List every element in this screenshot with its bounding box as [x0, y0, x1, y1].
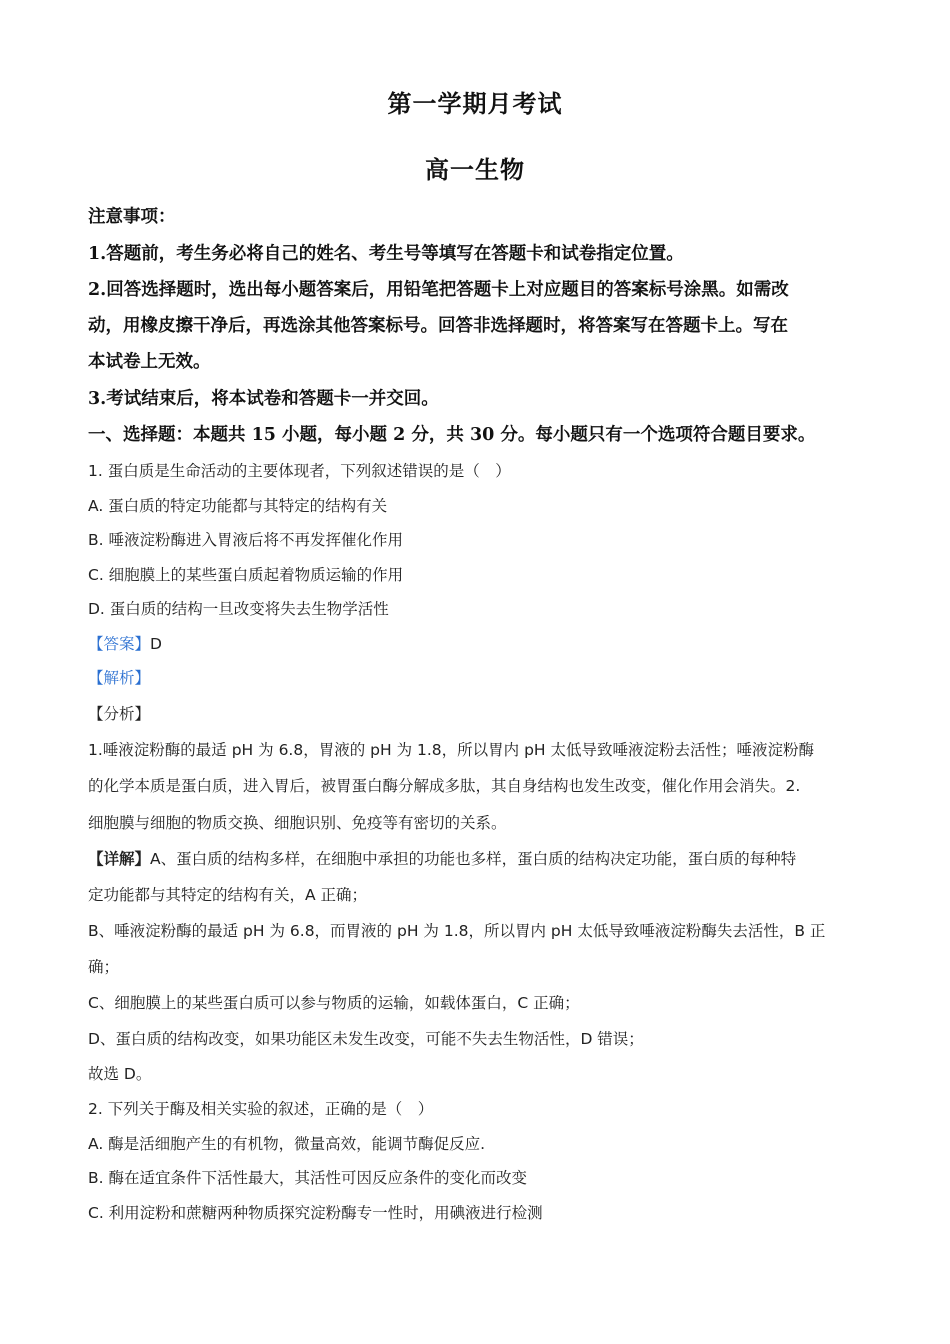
question-1-option-b: B. 唾液淀粉酶进入胃液后将不再发挥催化作用: [88, 531, 403, 549]
question-1-option-d: D. 蛋白质的结构一旦改变将失去生物学活性: [88, 600, 389, 618]
analysis-tag: 【解析】: [88, 669, 151, 687]
detail-line-2: 定功能都与其特定的结构有关，A 正确；: [88, 886, 368, 904]
detail-tag: 【详解】: [88, 850, 151, 868]
detail-line-5: C、细胞膜上的某些蛋白质可以参与物质的运输，如载体蛋白，C 正确；: [88, 994, 580, 1012]
section-heading: 一、选择题：本题共 15 小题，每小题 2 分，共 30 分。每小题只有一个选项符合题目要求。: [88, 425, 816, 445]
answer-tag: 【答案】: [88, 635, 151, 653]
notice-item-3: 3.考试结束后，将本试卷和答题卡一并交回。: [88, 389, 439, 409]
detail-line-6: D、蛋白质的结构改变，如果功能区未发生改变，可能不失去生物活性，D 错误；: [88, 1030, 644, 1048]
question-1-option-a: A. 蛋白质的特定功能都与其特定的结构有关: [88, 497, 388, 515]
notice-item-1: 1.答题前，考生务必将自己的姓名、考生号等填写在答题卡和试卷指定位置。: [88, 244, 684, 264]
notice-item-2-line-2: 动，用橡皮擦干净后，再选涂其他答案标号。回答非选择题时，将答案写在答题卡上。写在: [88, 316, 788, 336]
answer-value: D: [150, 635, 162, 653]
notice-item-2-line-1: 2.回答选择题时，选出每小题答案后，用铅笔把答题卡上对应题目的答案标号涂黑。如需改: [88, 280, 789, 300]
notice-heading: 注意事项：: [88, 207, 176, 227]
fenxi-tag: 【分析】: [88, 705, 151, 723]
notice-item-2-line-3: 本试卷上无效。: [88, 352, 211, 372]
conclusion-line: 故选 D。: [88, 1065, 152, 1083]
detail-line-4: 确；: [88, 958, 120, 976]
question-2-stem: 2. 下列关于酶及相关实验的叙述，正确的是（ ）: [88, 1100, 434, 1118]
subject-title: 高一生物: [425, 155, 525, 184]
detail-line-3: B、唾液淀粉酶的最适 pH 为 6.8，而胃液的 pH 为 1.8，所以胃内 pH 太低导致唾液淀粉酶失去活性，B 正: [88, 922, 826, 940]
question-1-stem: 1. 蛋白质是生命活动的主要体现者，下列叙述错误的是（ ）: [88, 462, 511, 480]
exam-title: 第一学期月考试: [387, 89, 563, 118]
question-1-option-c: C. 细胞膜上的某些蛋白质起着物质运输的作用: [88, 566, 404, 584]
question-2-option-a: A. 酶是活细胞产生的有机物，微量高效，能调节酶促反应.: [88, 1135, 486, 1153]
detail-line-1-text: A、蛋白质的结构多样，在细胞中承担的功能也多样，蛋白质的结构决定功能，蛋白质的每种特: [150, 850, 797, 868]
detail-line-1: [88, 847, 796, 871]
fenxi-line-3: 细胞膜与细胞的物质交换、细胞识别、免疫等有密切的关系。: [88, 814, 507, 832]
fenxi-line-1: 1.唾液淀粉酶的最适 pH 为 6.8，胃液的 pH 为 1.8，所以胃内 pH 太低导致唾液淀粉去活性；唾液淀粉酶: [88, 741, 814, 759]
answer-line: [88, 632, 162, 656]
fenxi-line-2: 的化学本质是蛋白质，进入胃后，被胃蛋白酶分解成多肽，其自身结构也发生改变，催化作用会消失。2.: [88, 777, 801, 795]
question-2-option-b: B. 酶在适宜条件下活性最大，其活性可因反应条件的变化而改变: [88, 1169, 527, 1187]
question-2-option-c: C. 利用淀粉和蔗糖两种物质探究淀粉酶专一性时，用碘液进行检测: [88, 1204, 543, 1222]
